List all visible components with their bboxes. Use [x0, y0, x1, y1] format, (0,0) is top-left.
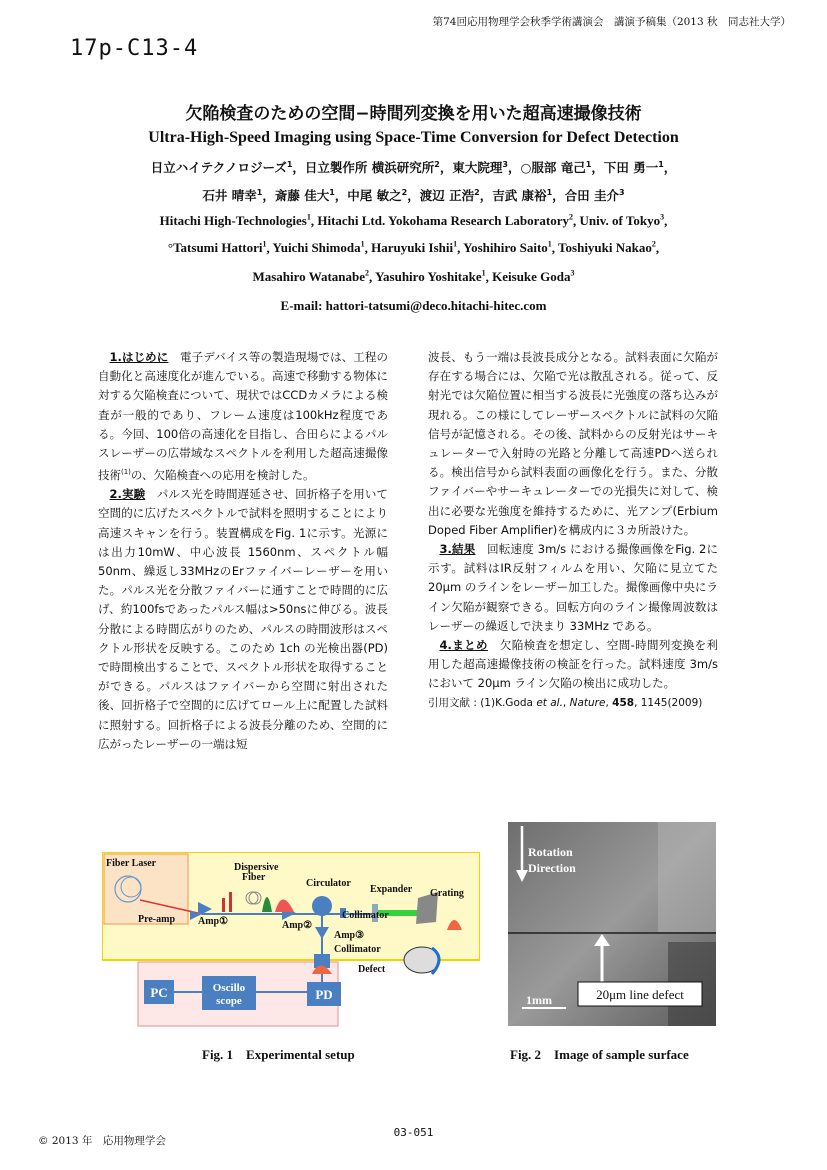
intro-ref: (1) [121, 468, 131, 477]
fig1-oscillo2: scope [216, 995, 242, 1007]
fig1-expander: Expander [370, 884, 413, 895]
page-number: 03-051 [393, 1126, 434, 1139]
author-entry: Toshiyuki Nakao$^2$ [558, 240, 656, 256]
author-entry: 渡辺 正浩$^2$ [419, 187, 480, 203]
authors-jp-line1: 日立ハイテクノロジーズ$^1$，日立製作所 横浜研究所$^2$，東大院理$^3$，○服部 竜己$^1$，下田 勇一$^1$， [150, 159, 677, 175]
authors-jp-line2: 石井 晴幸$^1$，斎藤 佳大$^1$，中尾 敏之$^2$，渡辺 正浩$^2$，吉武 康裕$^1$，合田 圭介$^3$ [202, 187, 625, 203]
fig1-amp3: Amp③ [334, 930, 365, 941]
figure2-caption: Fig. 2 Image of sample surface [510, 1047, 689, 1062]
author-entry: Yoshihiro Saito$^1$ [463, 240, 552, 256]
section-intro [98, 348, 388, 485]
fig1-fiber-laser: Fiber Laser [106, 858, 157, 869]
fig1-preamp: Pre-amp [138, 914, 176, 925]
author-entry: Yasuhiro Yoshitake$^1$ [375, 269, 486, 285]
affiliations-en: Hitachi High-Technologies$^1$, Hitachi Ltd. Yokohama Research Laboratory$^2$, Univ. of Tokyo$^3$, [159, 213, 668, 229]
conference-header: 第74回応用物理学会秋季学術講演会 講演予稿集（2013 秋 同志社大学） [432, 16, 791, 28]
section-heading-results: 3.結果 [439, 542, 476, 557]
author-entry: 斎藤 佳大$^1$ [274, 187, 335, 203]
author-entry: Yuichi Shimoda$^1$ [272, 240, 365, 256]
email: E-mail: hattori-tatsumi@deco.hitachi-hitec.com [280, 298, 547, 313]
fig2-line-defect: 20μm line defect [596, 987, 684, 1002]
intro-text-a: 電子デバイス等の製造現場では、工程の自動化と高速度化が進んでいる。高速で移動する物体に対する欠陥検査について、現状ではCCDカメラによる検査が一般的であり、フレーム速度は100kHz程度である。今回、100倍の高速化を目指し、合田らによるパルスレーザーの広帯域なスペクトルを利用した超高速撮像技術 [98, 350, 388, 483]
author-entry: 日立製作所 横浜研究所$^2$ [304, 159, 440, 175]
author-entry: °Tatsumi Hattori$^1$ [167, 240, 267, 256]
fig2-scale: 1mm [526, 993, 552, 1007]
figure1-experimental-setup [102, 852, 480, 1028]
fig1-amp2: Amp② [282, 920, 313, 931]
summary-text: 欠陥検査を想定し、空間-時間列変換を利用した超高速撮像技術の検証を行った。試料速度 3m/s において 20μm ライン欠陥の検出に成功した。 [428, 638, 718, 691]
author-entry: 石井 晴幸$^1$ [202, 187, 263, 203]
author-entry: Keisuke Goda$^3$ [492, 269, 575, 285]
fig2-direction: Direction [528, 861, 576, 875]
figure1-caption: Fig. 1 Experimental setup [202, 1047, 355, 1062]
title-english: Ultra-High-Speed Imaging using Space-Time Conversion for Defect Detection [148, 129, 679, 146]
fig1-collimator2: Collimator [334, 944, 381, 955]
fig1-collimator1: Collimator [342, 910, 389, 921]
author-entry: 東大院理$^3$ [452, 159, 508, 175]
fig1-pc: PC [150, 985, 168, 1000]
section-results [428, 540, 718, 636]
author-entry: Hitachi Ltd. Yokohama Research Laboratory$^2$ [317, 213, 574, 229]
copyright: © 2013 年 応用物理学会 [38, 1135, 166, 1147]
section-experiment [98, 485, 388, 754]
author-entry: Univ. of Tokyo$^3$ [579, 213, 665, 229]
author-entry: 吉武 康裕$^1$ [492, 187, 553, 203]
authors-en-line2: Masahiro Watanabe$^2$, Yasuhiro Yoshitake$^1$, Keisuke Goda$^3$ [252, 269, 575, 285]
paper-id: 17p-C13-4 [70, 36, 199, 61]
figure2-sample-image [508, 822, 716, 1026]
author-entry: 中尾 敏之$^2$ [347, 187, 408, 203]
title-japanese: 欠陥検査のための空間−時間列変換を用いた超高速撮像技術 [185, 104, 642, 124]
fig1-pd: PD [315, 987, 333, 1002]
author-entry: 日立ハイテクノロジーズ$^1$ [150, 159, 293, 175]
results-text: 回転速度 3m/s における撮像画像をFig. 2に示す。試料はIR反射フィルムを用い、欠陥に見立てた 20μm のラインをレーザー加工した。撮像画像中央にライン欠陥が観察できる。回転方向のライン撮像周波数はレーザーの繰返しで決まり 33MHz である。 [428, 542, 719, 633]
intro-text-b: の、欠陥検査への応用を検討した。 [130, 468, 315, 483]
fig1-grating: Grating [430, 888, 464, 899]
right-column [428, 348, 718, 713]
section-heading-intro: 1.はじめに [109, 350, 169, 364]
experiment-text: パルス光を時間遅延させ、回折格子を用いて空間的に広げたスペクトルで試料を照明することにより高速スキャンを行う。装置構成をFig. 1に示す。光源には出力10mW、中心波長 1560nm、スペクトル幅 50nm、繰返し33MHzのErファイバーレーザーを用いた。パルス光を分散ファイバーに通すことで時間的に広げ、約100fsであったパルス幅は>50nsに伸びる。波長分散による時間広がりのため、パルスの時間波形はスペクトル形状を反映する。このため 1ch の光検出器(PD)で時間検出することで、スペクトル形状を取得することができる。パルスはファイバーから空間に射出された後、回折格子で空間的に広げてロール上に配置した試料に照射する。回折格子による波長分離のため、空間的に広がったレーザーの一端は短 [98, 487, 388, 751]
authors-en-line1: °Tatsumi Hattori$^1$, Yuichi Shimoda$^1$, Haruyuki Ishii$^1$, Yoshihiro Saito$^1$, Toshiyuki Nakao$^2$, [167, 240, 660, 256]
fig1-fiber: Fiber [242, 872, 266, 883]
left-column [98, 348, 388, 754]
experiment-continued [428, 348, 718, 540]
author-entry: 合田 圭介$^3$ [564, 187, 625, 203]
fig1-defect: Defect [358, 964, 386, 975]
fig2-rotation: Rotation [528, 845, 573, 859]
author-entry: Hitachi High-Technologies$^1$ [159, 213, 311, 229]
author-entry: Haruyuki Ishii$^1$ [371, 240, 458, 256]
fig1-dispersive: Dispersive [234, 862, 279, 873]
author-entry: Masahiro Watanabe$^2$ [252, 269, 370, 285]
reference: 引用文献 : (1)K.Goda et al., Nature, 458, 1145(2009) [428, 696, 703, 709]
section-heading-summary: 4.まとめ [439, 638, 488, 653]
section-heading-experiment: 2.実験 [109, 487, 146, 502]
fig1-amp1: Amp① [198, 916, 229, 927]
experiment-continued-text: 波長、もう一端は長波長成分となる。試料表面に欠陥が存在する場合には、欠陥で光は散乱される。従って、反射光では欠陥位置に相当する波長に光強度の落ち込みが現れる。この様にしてレーザースペクトルに試料の欠陥信号が記憶される。その後、試料からの反射光はサーキュレーターで入射時の光路と分離して高速PDへ送られる。検出信号から試料表面の画像化を行う。また、分散ファイバーやサーキュレーターでの光損失に対して、検出に必要な光強度を維持するために、光アンプ(Erbium Doped Fiber Amplifier)を構成内に３カ所設けた。 [428, 350, 718, 537]
author-entry: ○服部 竜己$^1$ [520, 159, 592, 175]
section-summary [428, 636, 718, 694]
fig1-oscillo1: Oscillo [212, 982, 246, 994]
fig1-circulator: Circulator [306, 878, 351, 889]
author-entry: 下田 勇一$^1$ [603, 159, 664, 175]
